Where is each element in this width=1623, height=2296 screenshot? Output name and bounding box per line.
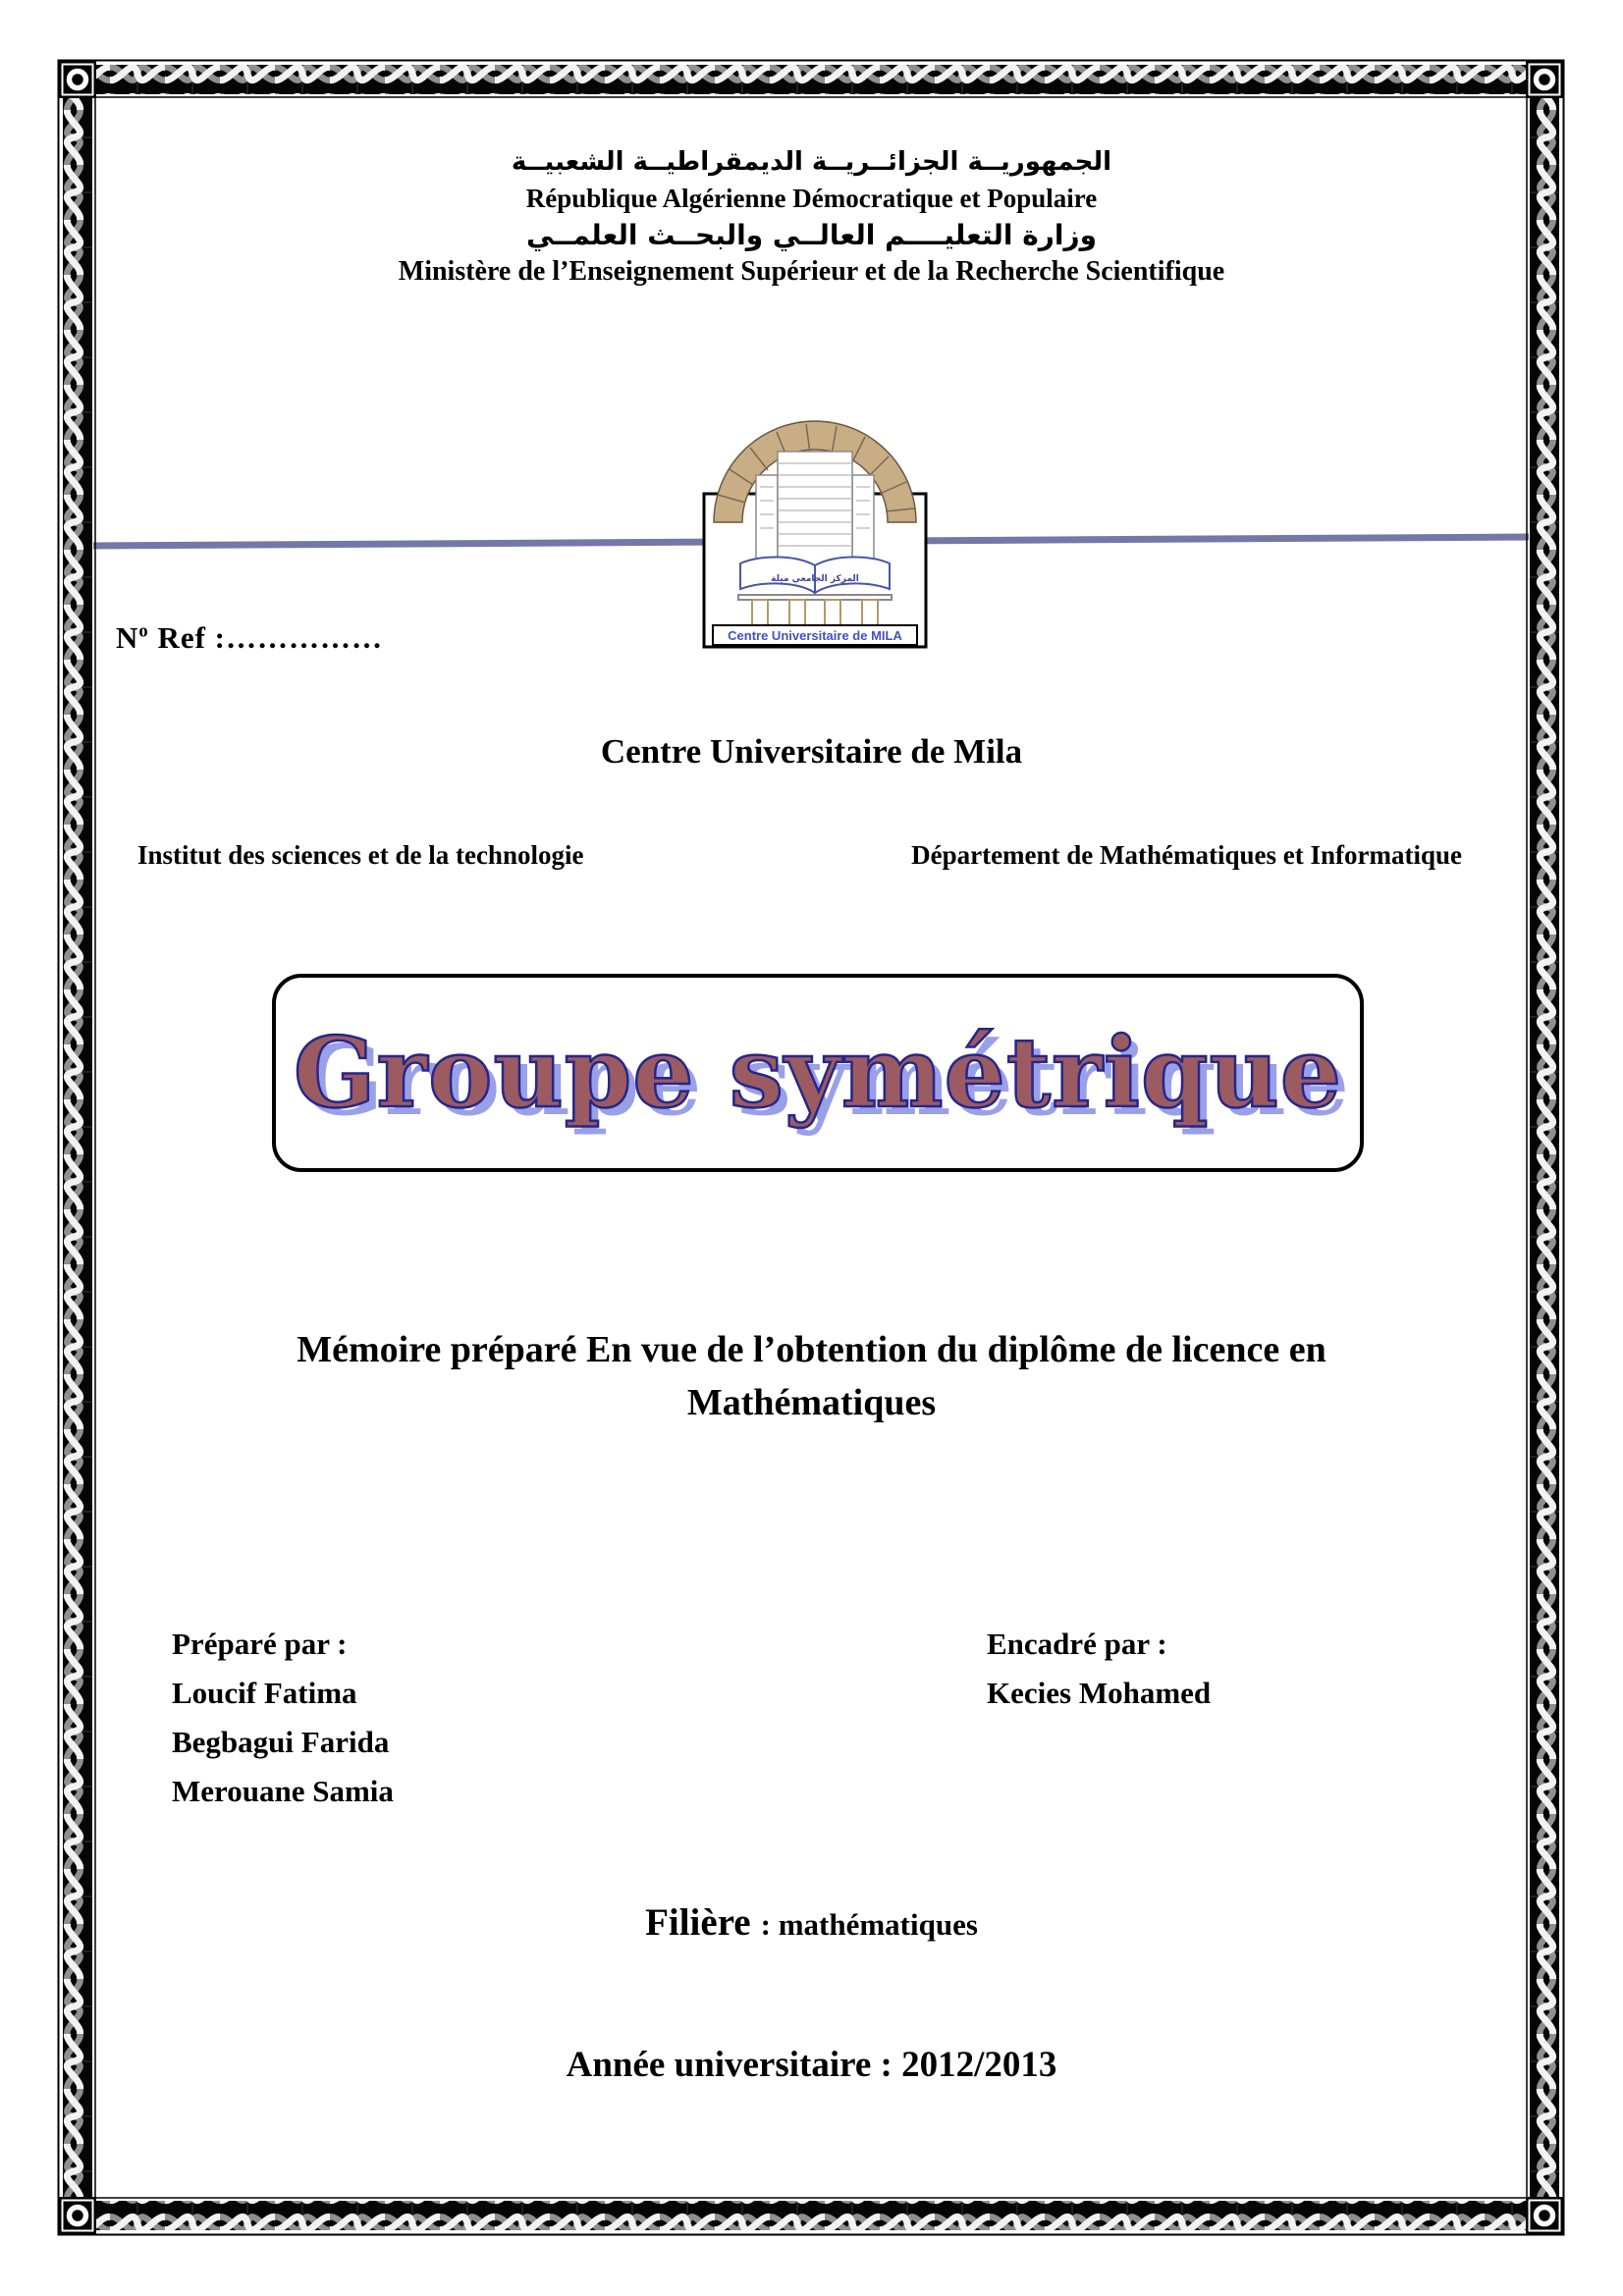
institute-left: Institut des sciences et de la technologie <box>137 840 584 870</box>
supervisor-name: Kecies Mohamed <box>987 1676 1212 1710</box>
book-arabic-text: المركز الجامعي ميلة <box>771 574 859 584</box>
university-logo <box>699 418 931 654</box>
memoire-line1: Mémoire préparé En vue de l’obtention du diplôme de licence en <box>297 1329 1326 1370</box>
memoire-statement <box>96 1323 1527 1429</box>
academic-year: Année universitaire : 2012/2013 <box>566 2045 1057 2085</box>
department-right: Département de Mathématiques et Informatique <box>911 840 1462 870</box>
filiere-line <box>96 1900 1527 1945</box>
header-block <box>96 147 1527 288</box>
document-title: Groupe symétrique <box>293 1016 1343 1130</box>
author-name: Merouane Samia <box>172 1774 394 1808</box>
supervisor-label: Encadré par : <box>987 1627 1167 1661</box>
title-box <box>272 974 1364 1172</box>
republic-arabic: الجمهوريــة الجزائــريــة الديمقراطيــة الشعبيــة <box>511 147 1112 177</box>
building-icon <box>756 452 874 571</box>
ref-sup: o <box>138 620 149 642</box>
institute-row <box>96 840 1527 871</box>
memoire-line2: Mathématiques <box>686 1382 937 1423</box>
ref-dots: Ref :…………… <box>148 620 383 655</box>
ref-n: N <box>116 620 139 655</box>
logo-caption: Centre Universitaire de MILA <box>728 628 902 643</box>
ministry-arabic: وزارة التعليــــم العالــي والبحــث العلمــي <box>525 219 1098 251</box>
republic-french: République Algérienne Démocratique et Populaire <box>525 184 1098 213</box>
prepared-by-block <box>172 1620 394 1816</box>
author-name: Loucif Fatima <box>172 1676 357 1710</box>
prepared-by-label: Préparé par : <box>172 1627 348 1661</box>
filiere-label: Filière <box>645 1901 751 1944</box>
supervisor-block <box>987 1620 1211 1718</box>
ref-number <box>116 620 383 656</box>
ministry-french: Ministère de l’Enseignement Supérieur et de la Recherche Scientifique <box>398 256 1225 287</box>
filiere-value: : mathématiques <box>760 1907 978 1942</box>
university-name: Centre Universitaire de Mila <box>600 732 1023 771</box>
author-name: Begbagui Farida <box>172 1725 390 1759</box>
